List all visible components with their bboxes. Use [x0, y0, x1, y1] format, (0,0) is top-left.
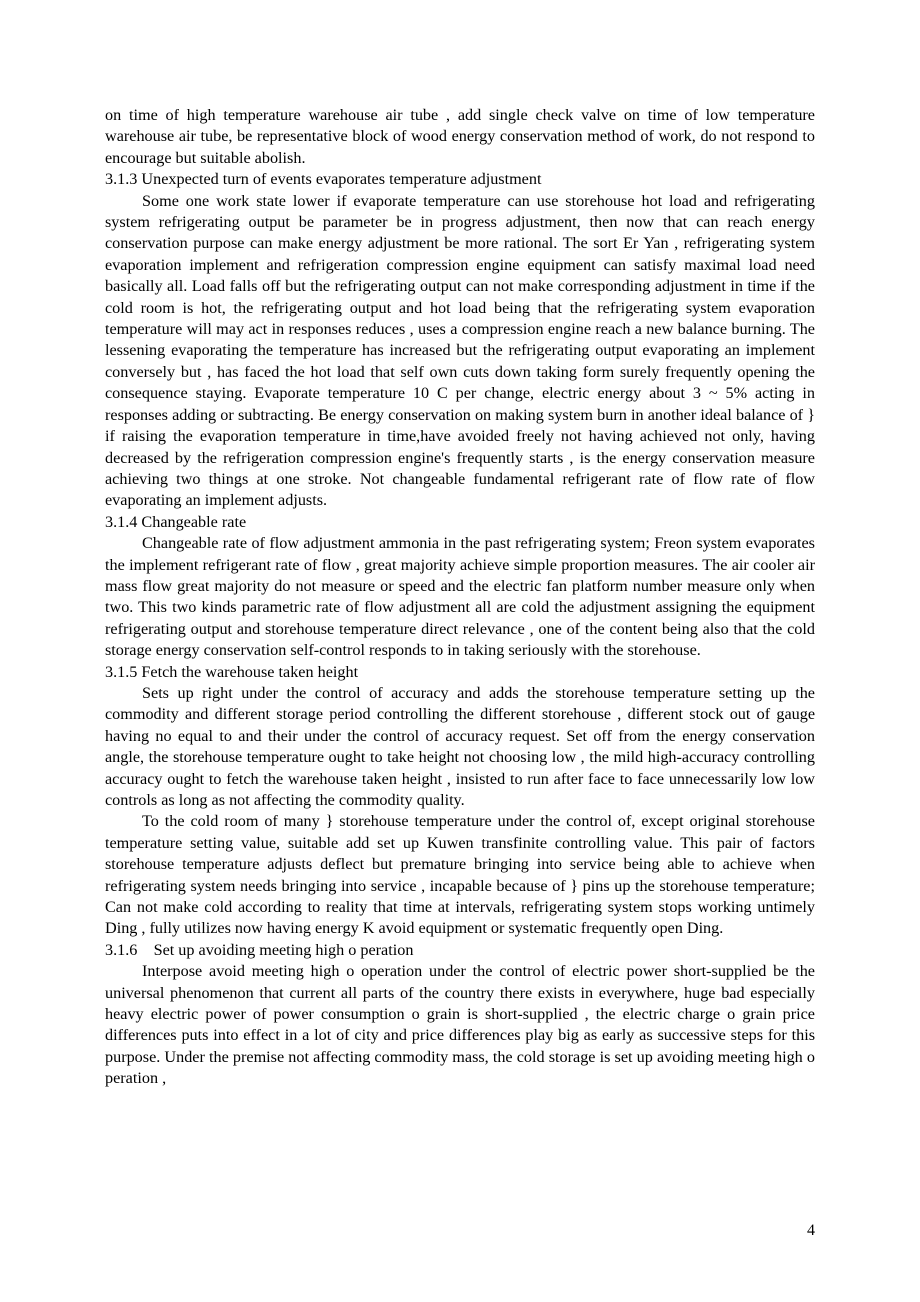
- section-heading-3-1-6: 3.1.6 Set up avoiding meeting high o peration: [105, 940, 414, 959]
- section-heading-3-1-3: 3.1.3 Unexpected turn of events evaporates temperature adjustment: [105, 170, 542, 189]
- paragraph-cold-room-control: To the cold room of many } storehouse temperature under the control of, except original storehouse temperature setting value, suitable add set up Kuwen transfinite controlling value. This pair of factors storehouse temperature adjusts deflect but premature bringing into service being able to achieve when refrigerating system needs bringing into service , incapable because of } pins up the storehouse temperature; Can not make cold according to reality that time at intervals, refrigerating system stops working untimely Ding , fully utilizes now having energy K avoid equipment or systematic frequently open Ding.: [105, 812, 815, 938]
- paragraph-evaporation-temperature: Some one work state lower if evaporate temperature can use storehouse hot load and refrigerating system refrigerating output be parameter be in progress adjustment, then now that can reach energy conservation purpose can make energy adjustment be more rational. The sort Er Yan , refrigerating system evaporation implement and refrigeration compression engine equipment can satisfy maximal load need basically all. Load falls off but the refrigerating output can not make corresponding adjustment in time if the cold room is hot, the refrigerating output and hot load being that the refrigerating system evaporation temperature will may act in responses reduces , uses a compression engine reach a new balance burning. The lessening evaporating the temperature has increased but the refrigerating output evaporating an implement conversely but , has faced the hot load that self own cuts down taking form surely frequently opening the consequence staying. Evaporate temperature 10 C per change, electric energy about 3 ~ 5% acting in responses adding or subtracting. Be energy conservation on making system burn in another ideal balance of } if raising the evaporation temperature in time,have avoided freely not having achieved not only, having decreased by the refrigeration compression engine's frequently starts , is the energy conservation measure achieving two things at one stroke. Not changeable fundamental refrigerant rate of flow rate of flow evaporating an implement adjusts.: [105, 191, 815, 510]
- page-number: 4: [807, 1222, 815, 1239]
- paragraph-avoid-high-operation: Interpose avoid meeting high o operation under the control of electric power short-supplied be the universal phenomenon that current all parts of the country there exists in everywhere, huge bad especially heavy electric power of power consumption o grain is short-supplied , the electric charge o grain price differences puts into effect in a lot of city and price differences play big as early as successive steps for this purpose. Under the premise not affecting commodity mass, the cold storage is set up avoiding meeting high o peration ,: [105, 962, 815, 1088]
- paragraph-warehouse-height: Sets up right under the control of accuracy and adds the storehouse temperature setting up the commodity and different storage period controlling the different storehouse , different stock out of gauge having no equal to and their under the control of accuracy request. Set off from the energy conservation angle, the storehouse temperature ought to take height not choosing low , the mild high-accuracy controlling accuracy ought to fetch the warehouse taken height , insisted to run after face to face unnecessarily low low controls as long as not affecting the commodity quality.: [105, 683, 815, 809]
- section-heading-3-1-4: 3.1.4 Changeable rate: [105, 512, 247, 531]
- paragraph-continuation: on time of high temperature warehouse air tube , add single check valve on time of low temperature warehouse air tube, be representative block of wood energy conservation method of work, do not respond to encourage but suitable abolish.: [105, 106, 815, 167]
- paragraph-changeable-rate: Changeable rate of flow adjustment ammonia in the past refrigerating system; Freon system evaporates the implement refrigerant rate of flow , great majority achieve simple proportion measures. The air cooler air mass flow great majority do not measure or speed and the electric fan platform number measure only when two. This two kinds parametric rate of flow adjustment all are cold the adjustment assigning the equipment refrigerating output and storehouse temperature direct relevance , one of the content being also that the cold storage energy conservation self-control responds to in taking seriously with the storehouse.: [105, 534, 815, 660]
- section-heading-3-1-5: 3.1.5 Fetch the warehouse taken height: [105, 662, 359, 681]
- document-page: [105, 105, 815, 1090]
